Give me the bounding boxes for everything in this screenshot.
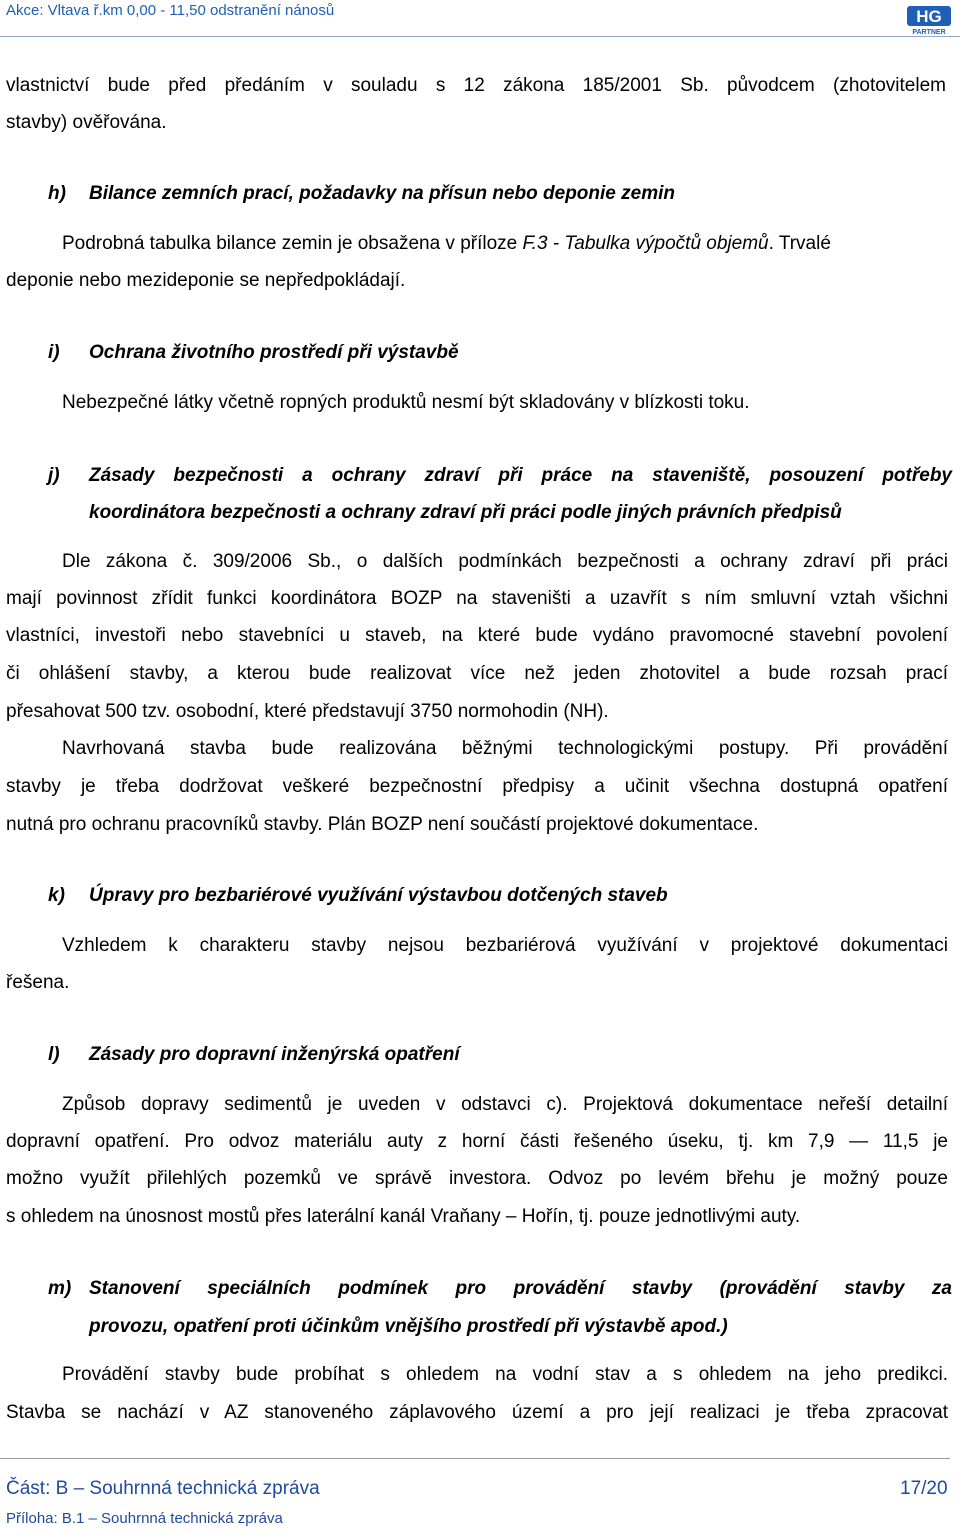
footer-divider [0,1458,950,1459]
text-run: . Trvalé [768,233,831,254]
section-title: Stanovení speciálních podmínek pro provádění stavby (provádění stavby za [89,1278,952,1299]
footer-part: Část: B – Souhrnná technická zpráva [6,1478,320,1499]
logo-text: HG [916,7,942,26]
section-label: m) [48,1278,72,1299]
header-title: Akce: Vltava ř.km 0,00 - 11,50 odstranění nánosů [6,2,335,19]
paragraph-line: Dle zákona č. 309/2006 Sb., o dalších podmínkách bezpečnosti a ochrany zdraví při práci [62,551,948,572]
section-label: i) [48,342,60,363]
paragraph-line: Navrhovaná stavba bude realizována běžnými technologickými postupy. Při provádění [62,738,948,759]
paragraph-line: vlastníci, investoři nebo stavebníci u staveb, na které bude vydáno pravomocné stavební povolení [6,625,948,646]
paragraph-line: Provádění stavby bude probíhat s ohledem na vodní stav a s ohledem na jeho predikci. [62,1364,948,1385]
paragraph-line: řešena. [6,972,70,993]
company-logo [905,4,953,36]
paragraph-line: přesahovat 500 tzv. osobodní, které představují 3750 normohodin (NH). [6,701,609,722]
footer-attachment: Příloha: B.1 – Souhrnná technická zpráva [6,1510,283,1527]
paragraph-line: dopravní opatření. Pro odvoz materiálu auty z horní části řešeného úseku, tj. km 7,9 — 11,5 je [6,1131,948,1152]
paragraph-line: mají povinnost zřídit funkci koordinátora BOZP na staveništi a uzavřít s ním smluvní vztah všichni [6,588,948,609]
paragraph-line: Vzhledem k charakteru stavby nejsou bezbariérová využívání v projektové dokumentaci [62,935,948,956]
paragraph-line: stavby) ověřována. [6,112,167,133]
text-run: Podrobná tabulka bilance zemin je obsažena v příloze [62,233,523,254]
section-label: k) [48,885,65,906]
paragraph-line: Nebezpečné látky včetně ropných produktů nesmí být skladovány v blízkosti toku. [62,392,750,413]
paragraph-line: nutná pro ochranu pracovníků stavby. Plán BOZP není součástí projektové dokumentace. [6,814,759,835]
header-divider [0,36,960,37]
appendix-reference: F.3 - Tabulka výpočtů objemů [522,233,769,254]
section-title: Zásady pro dopravní inženýrská opatření [89,1044,460,1065]
section-label: j) [48,465,60,486]
section-label: l) [48,1044,60,1065]
section-title: Zásady bezpečnosti a ochrany zdraví při práce na staveniště, posouzení potřeby [89,465,952,486]
paragraph-line: Způsob dopravy sedimentů je uveden v odstavci c). Projektová dokumentace neřeší detailní [62,1094,948,1115]
page-number: 17/20 [900,1478,948,1499]
section-title: provozu, opatření proti účinkům vnějšího prostředí při výstavbě apod.) [89,1316,728,1337]
paragraph-line: s ohledem na únosnost mostů přes laterální kanál Vraňany – Hořín, tj. pouze jednotlivými auty. [6,1206,801,1227]
paragraph-line: možno využít přilehlých pozemků ve správě investora. Odvoz po levém břehu je možný pouze [6,1168,948,1189]
paragraph-line: deponie nebo mezideponie se nepředpokládají. [6,270,406,291]
paragraph-line: Stavba se nachází v AZ stanoveného záplavového území a pro její realizaci je třeba zpracovat [6,1402,948,1423]
paragraph-line: či ohlášení stavby, a kterou bude realizovat více než jeden zhotovitel a bude rozsah prací [6,663,948,684]
logo-subtext: PARTNER [912,29,946,36]
paragraph-line: stavby je třeba dodržovat veškeré bezpečnostní předpisy a učinit všechna dostupná opatření [6,776,948,797]
section-title: Bilance zemních prací, požadavky na přísun nebo deponie zemin [89,183,675,204]
section-title: Úpravy pro bezbariérové využívání výstavbou dotčených staveb [89,885,668,906]
section-label: h) [48,183,66,204]
section-title: koordinátora bezpečnosti a ochrany zdraví při práci podle jiných právních předpisů [89,502,842,523]
paragraph-line: vlastnictví bude před předáním v souladu s 12 zákona 185/2001 Sb. původcem (zhotovitelem [6,75,946,96]
section-title: Ochrana životního prostředí při výstavbě [89,342,459,363]
paragraph-line [62,232,831,256]
